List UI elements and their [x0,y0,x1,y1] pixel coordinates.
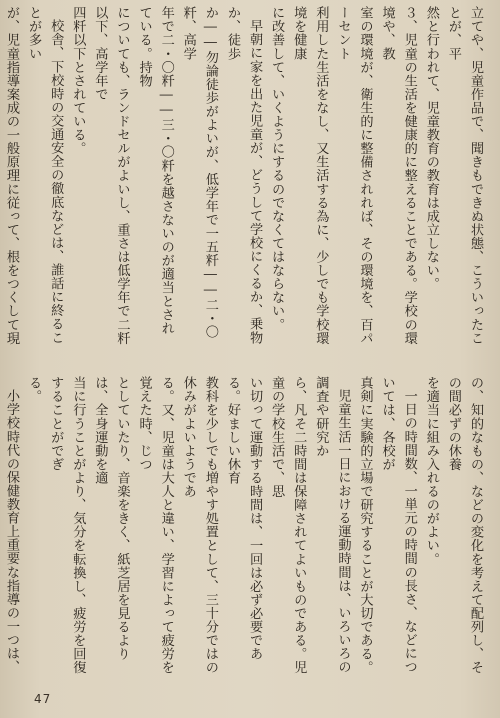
text-column: 然と行われて、児童教育の教育は成立しない。 [423,6,439,291]
text-column: ら、凡そ二時間は保障されてよいものである。児童の学校生活で、思 [269,376,307,675]
text-column: 校舎、下校時の交通安全の徹底などは、誰話に終ることが多い [26,6,64,345]
lower-text-block [4,376,486,681]
text-column: 児童生活一日における運動時間は、いろいろの調査や研究か [313,376,351,674]
text-column: が、児童指導案成の一般原理に従って、根をつくして現 [4,6,20,345]
text-column: 真剣に実験的立場で研究することが大切である。 [357,376,373,675]
text-column: 利用した生活をなし、又生活する為に、少しでも学校環境を健康 [291,6,329,345]
text-column: についても、ランドセルがよいし、重さは低学年で二粁以下、高学年で [92,6,130,345]
page-number: 47 [34,692,52,706]
text-column: を適当に組み入れるのがよい。 [423,376,439,566]
text-column: 立てや、児童作品で、聞きもできぬ状態、こういったことが、平 [445,6,483,345]
text-column: 当に行うことがより、気分を転換し、疲労を回復することがでぎ [48,376,86,675]
text-column: 年で二・〇粁――三・〇粁を越さないのが適当とされている。持物 [136,6,174,335]
text-column: に改善して、いくようにするのでなくてはならない。 [269,6,285,332]
text-column: ３、児童の生活を健康的に整えることである。学校の環境や、教 [379,6,417,345]
upper-text-block [4,6,486,348]
text-column: い切って運動する時間は、一回は必ず必要である。好ましい休育 [224,376,263,661]
text-column: る。又、児童は大人と違い、学習によって疲労を覚えた時、じつ [136,376,174,675]
text-column: る。 [26,376,42,404]
text-column: か――勿論徒歩がよいが、低学年で一五粁――二・〇粁、高学 [180,6,218,339]
text-column: の、知的なもの、などの変化を考えて配列し、その間必ずの休養 [445,376,483,675]
text-column: 小学校時代の保健教育上重要な指導の一つは、 [4,389,20,674]
text-column: としていたり、音楽をきく、紙芝居を見るよりは、全身運動を適 [92,376,130,661]
text-column: 教科を少しでも増やす処置として、三十分ではの休みがよいようであ [180,376,218,675]
text-column: 四粁以下とされている。 [70,6,86,156]
text-column: 室の環境が、衛生的に整備されれば、その環境を、百パーセント [335,6,373,345]
text-column: 早朝に家を出た児童が、どうして学校にくるか、乗物か、徒歩 [224,6,263,345]
text-column: 一日の時間数、一単元の時間の長さ、などについては、各校が [379,376,417,674]
